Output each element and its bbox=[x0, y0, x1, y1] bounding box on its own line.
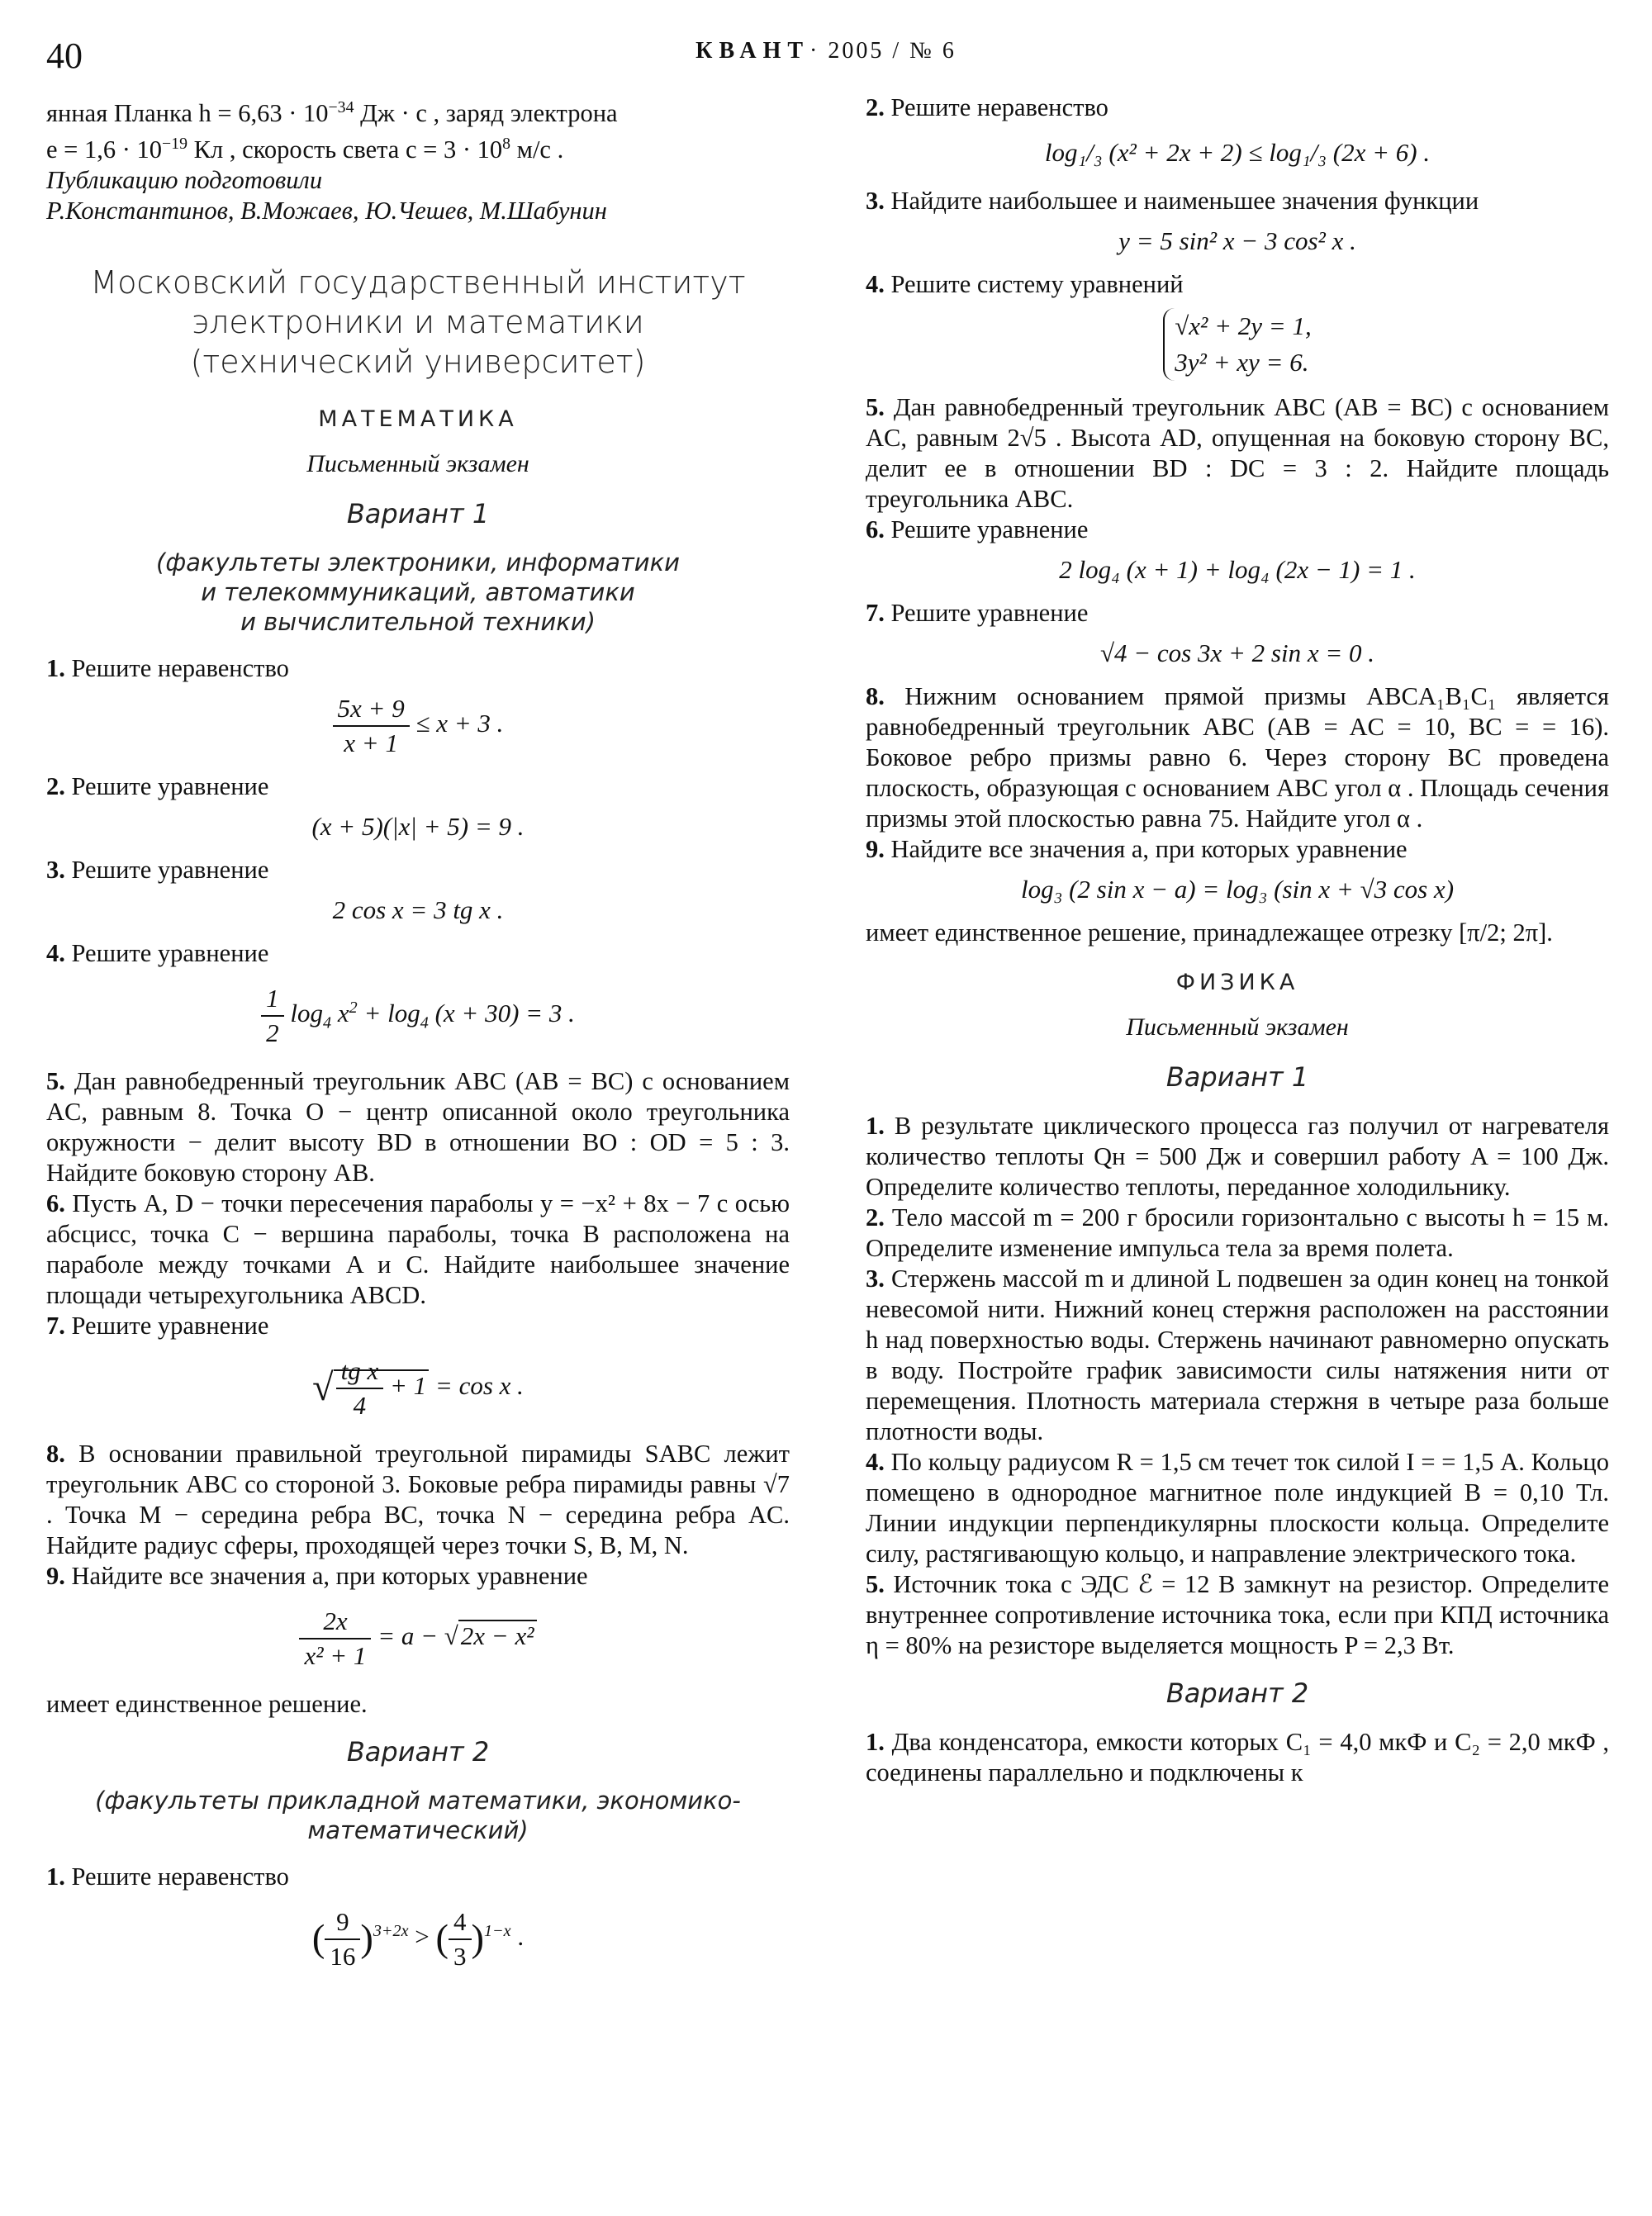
journal-title bbox=[0, 38, 1652, 64]
problem-7: 7. Решите уравнение bbox=[46, 1312, 269, 1341]
authors: Р.Константинов, В.Можаев, Ю.Чешев, М.Шабунин bbox=[46, 197, 607, 225]
phys-variant-1-heading: Вариант 1 bbox=[1165, 1061, 1309, 1093]
problem-1: 1. Решите неравенство bbox=[46, 654, 289, 683]
variant-1-heading: Вариант 1 bbox=[346, 498, 490, 530]
problem-9: 9. Найдите все значения a, при которых уравнение bbox=[46, 1562, 588, 1591]
problem-4: 4. Решите уравнение bbox=[46, 939, 269, 968]
r-formula-6: 2 log₄ (x + 1) + log₄ (2x − 1) = 1 . bbox=[1059, 555, 1416, 584]
section-physics: ФИЗИКА bbox=[1175, 970, 1299, 995]
phys-exam-type: Письменный экзамен bbox=[1126, 1013, 1349, 1041]
journal-name: КВАНТ bbox=[695, 38, 810, 64]
r-formula-2: log₁/₃ (x² + 2x + 2) ≤ log₁/₃ (2x + 6) . bbox=[1044, 138, 1431, 167]
r-formula-7: √4 − cos 3x + 2 sin x = 0 . bbox=[1099, 638, 1375, 667]
v2-formula-1: ( $\frac{9}{16}$ )$^{3+2x}$ > ( $\frac{4}{3}$ )$^{1-x}$ . bbox=[311, 1907, 525, 1972]
faculties-2: (факультеты прикладной математики, экономико- математический) bbox=[95, 1787, 741, 1845]
v2-problem-1: 1. Решите неравенство bbox=[46, 1862, 289, 1891]
problem-6: 6. Пусть A, D − точки пересечения параболы y = −x² + 8x − 7 с осью абсцисс, точка C − вершина параболы, точка B расположена на параболе между точками A и C. Найдите наибольшее значение площади четырехугольника ABCD. bbox=[46, 1189, 790, 1310]
page-header bbox=[0, 35, 1652, 84]
r-problem-9: 9. Найдите все значения a, при которых уравнение bbox=[866, 835, 1408, 863]
right-column bbox=[866, 93, 1609, 1788]
r-formula-3: y = 5 sin² x − 3 cos² x . bbox=[1118, 226, 1356, 255]
phys-problem-1: 1. В результате циклического процесса газ получил от нагревателя количество теплоты Qн = 500 Дж и совершил работу A = 100 Дж. Определите количество теплоты, переданное холодильнику. bbox=[866, 1112, 1609, 1201]
formula-1: $\frac{5x + 9}{x + 1}$ ≤ x + 3 . bbox=[46, 692, 790, 760]
problem-9-tail: имеет единственное решение. bbox=[46, 1690, 368, 1719]
page-number: 40 bbox=[46, 36, 83, 76]
formula-9: $\frac{2x}{\text{x² + 1}}$ = a − √2x − x² bbox=[46, 1605, 790, 1673]
problem-2: 2. Решите уравнение bbox=[46, 772, 269, 801]
journal-issue: · 2005 / № 6 bbox=[809, 38, 957, 64]
r-problem-2: 2. Решите неравенство bbox=[866, 93, 1108, 121]
left-column bbox=[46, 93, 790, 1990]
faculties-1: (факультеты электроники, информатики и телекоммуникаций, автоматики и вычислительной техники) bbox=[156, 548, 680, 637]
formula-3: 2 cos x = 3 tg x . bbox=[332, 895, 504, 925]
phys-problem-2: 2. Тело массой m = 200 г бросили горизонтально с высоты h = 15 м. Определите изменение импульса тела за время полета. bbox=[866, 1203, 1609, 1262]
intro-text: янная Планка $h = 6,63 \cdot 10^{-34}$ Дж · с , заряд электрона $e = 1,6 \cdot 10^{-19}$ Кл , скорость света $c = 3 \cdot 10^8$ м/с . bbox=[46, 98, 618, 164]
r-problem-9-tail: имеет единственное решение, принадлежащее отрезку [π/2; 2π]. bbox=[866, 918, 1553, 947]
problem-8: 8. В основании правильной треугольной пирамиды SABC лежит треугольник ABC со стороной 3. Боковые ребра пирамиды равны √7 . Точка M − середина ребра BC, точка N − середина ребра AC. Найдите радиус сферы, проходящей через точки S, B, M, N. bbox=[46, 1440, 790, 1560]
problem-3: 3. Решите уравнение bbox=[46, 856, 269, 885]
r-formula-9: log₃ (2 sin x − a) = log₃ (sin x + √3 cos x) bbox=[1020, 875, 1455, 904]
r-problem-3: 3. Найдите наибольшее и наименьшее значения функции bbox=[866, 187, 1479, 215]
formula-7: √ $\frac{\text{tg x}}{4}$ + 1 = cos x . bbox=[312, 1356, 524, 1421]
exam-type: Письменный экзамен bbox=[306, 450, 529, 478]
r-problem-7: 7. Решите уравнение bbox=[866, 599, 1089, 627]
institute-title: Московский государственный институт электроники и математики (технический университет) bbox=[90, 264, 746, 381]
r-problem-5: 5. Дан равнобедренный треугольник ABC (AB = BC) с основанием AC, равным 2√5 . Высота AD, опущенная на боковую сторону BC, делит ее в отношении BD : DC = 3 : 2. Найдите площадь треугольника ABC. bbox=[866, 393, 1609, 513]
phys-problem-4: 4. По кольцу радиусом R = 1,5 см течет ток силой I = = 1,5 А. Кольцо помещено в однородное магнитное поле индукцией B = 0,10 Тл. Линии индукции перпендикулярны плоскости кольца. Определите силу, растягивающую кольцо, и направление электрического тока. bbox=[866, 1448, 1609, 1568]
r-problem-6: 6. Решите уравнение bbox=[866, 515, 1089, 543]
variant-2-heading: Вариант 2 bbox=[346, 1736, 490, 1768]
problem-5: 5. Дан равнобедренный треугольник ABC (AB = BC) с основанием AC, равным 8. Точка O − центр описанной около треугольника окружности − делит высоту BD в отношении BO : OD = 5 : 3. Найдите боковую сторону AB. bbox=[46, 1067, 790, 1188]
r-problem-8: 8. Нижним основанием прямой призмы ABCA₁B₁C₁ является равнобедренный треугольник ABC (AB = AC = 10, BC = = 16). Боковое ребро призмы равно 6. Через сторону BC проведена плоскость, образующая с основанием ABC угол α . Площадь сечения призмы этой плоскостью равна 75. Найдите угол α . bbox=[866, 682, 1609, 833]
formula-4: $\frac{1}{2}$ $\log_4 x^2 + \log_4 (x + 30) = 3$ . bbox=[46, 982, 790, 1050]
prepared-by: Публикацию подготовили bbox=[46, 166, 323, 195]
phys-v2-problem-1: 1. Два конденсатора, емкости которых C₁ = 4,0 мкФ и C₂ = 2,0 мкФ , соединены параллельно и подключены к bbox=[866, 1728, 1609, 1787]
r-formula-4: √x² + 2y = 1, 3y² + xy = 6. bbox=[866, 308, 1609, 381]
phys-problem-5: 5. Источник тока с ЭДС ℰ = 12 В замкнут на резистор. Определите внутреннее сопротивление источника тока, если при КПД источника η = 80% на резисторе выделяется мощность P = 2,3 Вт. bbox=[866, 1570, 1609, 1659]
phys-variant-2-heading: Вариант 2 bbox=[1165, 1677, 1309, 1709]
section-math: МАТЕМАТИКА bbox=[318, 406, 518, 433]
r-problem-4: 4. Решите систему уравнений bbox=[866, 270, 1184, 298]
phys-problem-3: 3. Стержень массой m и длиной L подвешен за один конец на тонкой невесомой нити. Нижний конец стержня расположен на расстоянии h над поверхностью воды. Стержень начинают равномерно опускать в воду. Постройте график зависимости силы натяжения нити от перемещения. Плотность материала стержня в четыре раза больше плотности воды. bbox=[866, 1265, 1609, 1445]
formula-2: (x + 5)(|x| + 5) = 9 . bbox=[311, 812, 525, 842]
